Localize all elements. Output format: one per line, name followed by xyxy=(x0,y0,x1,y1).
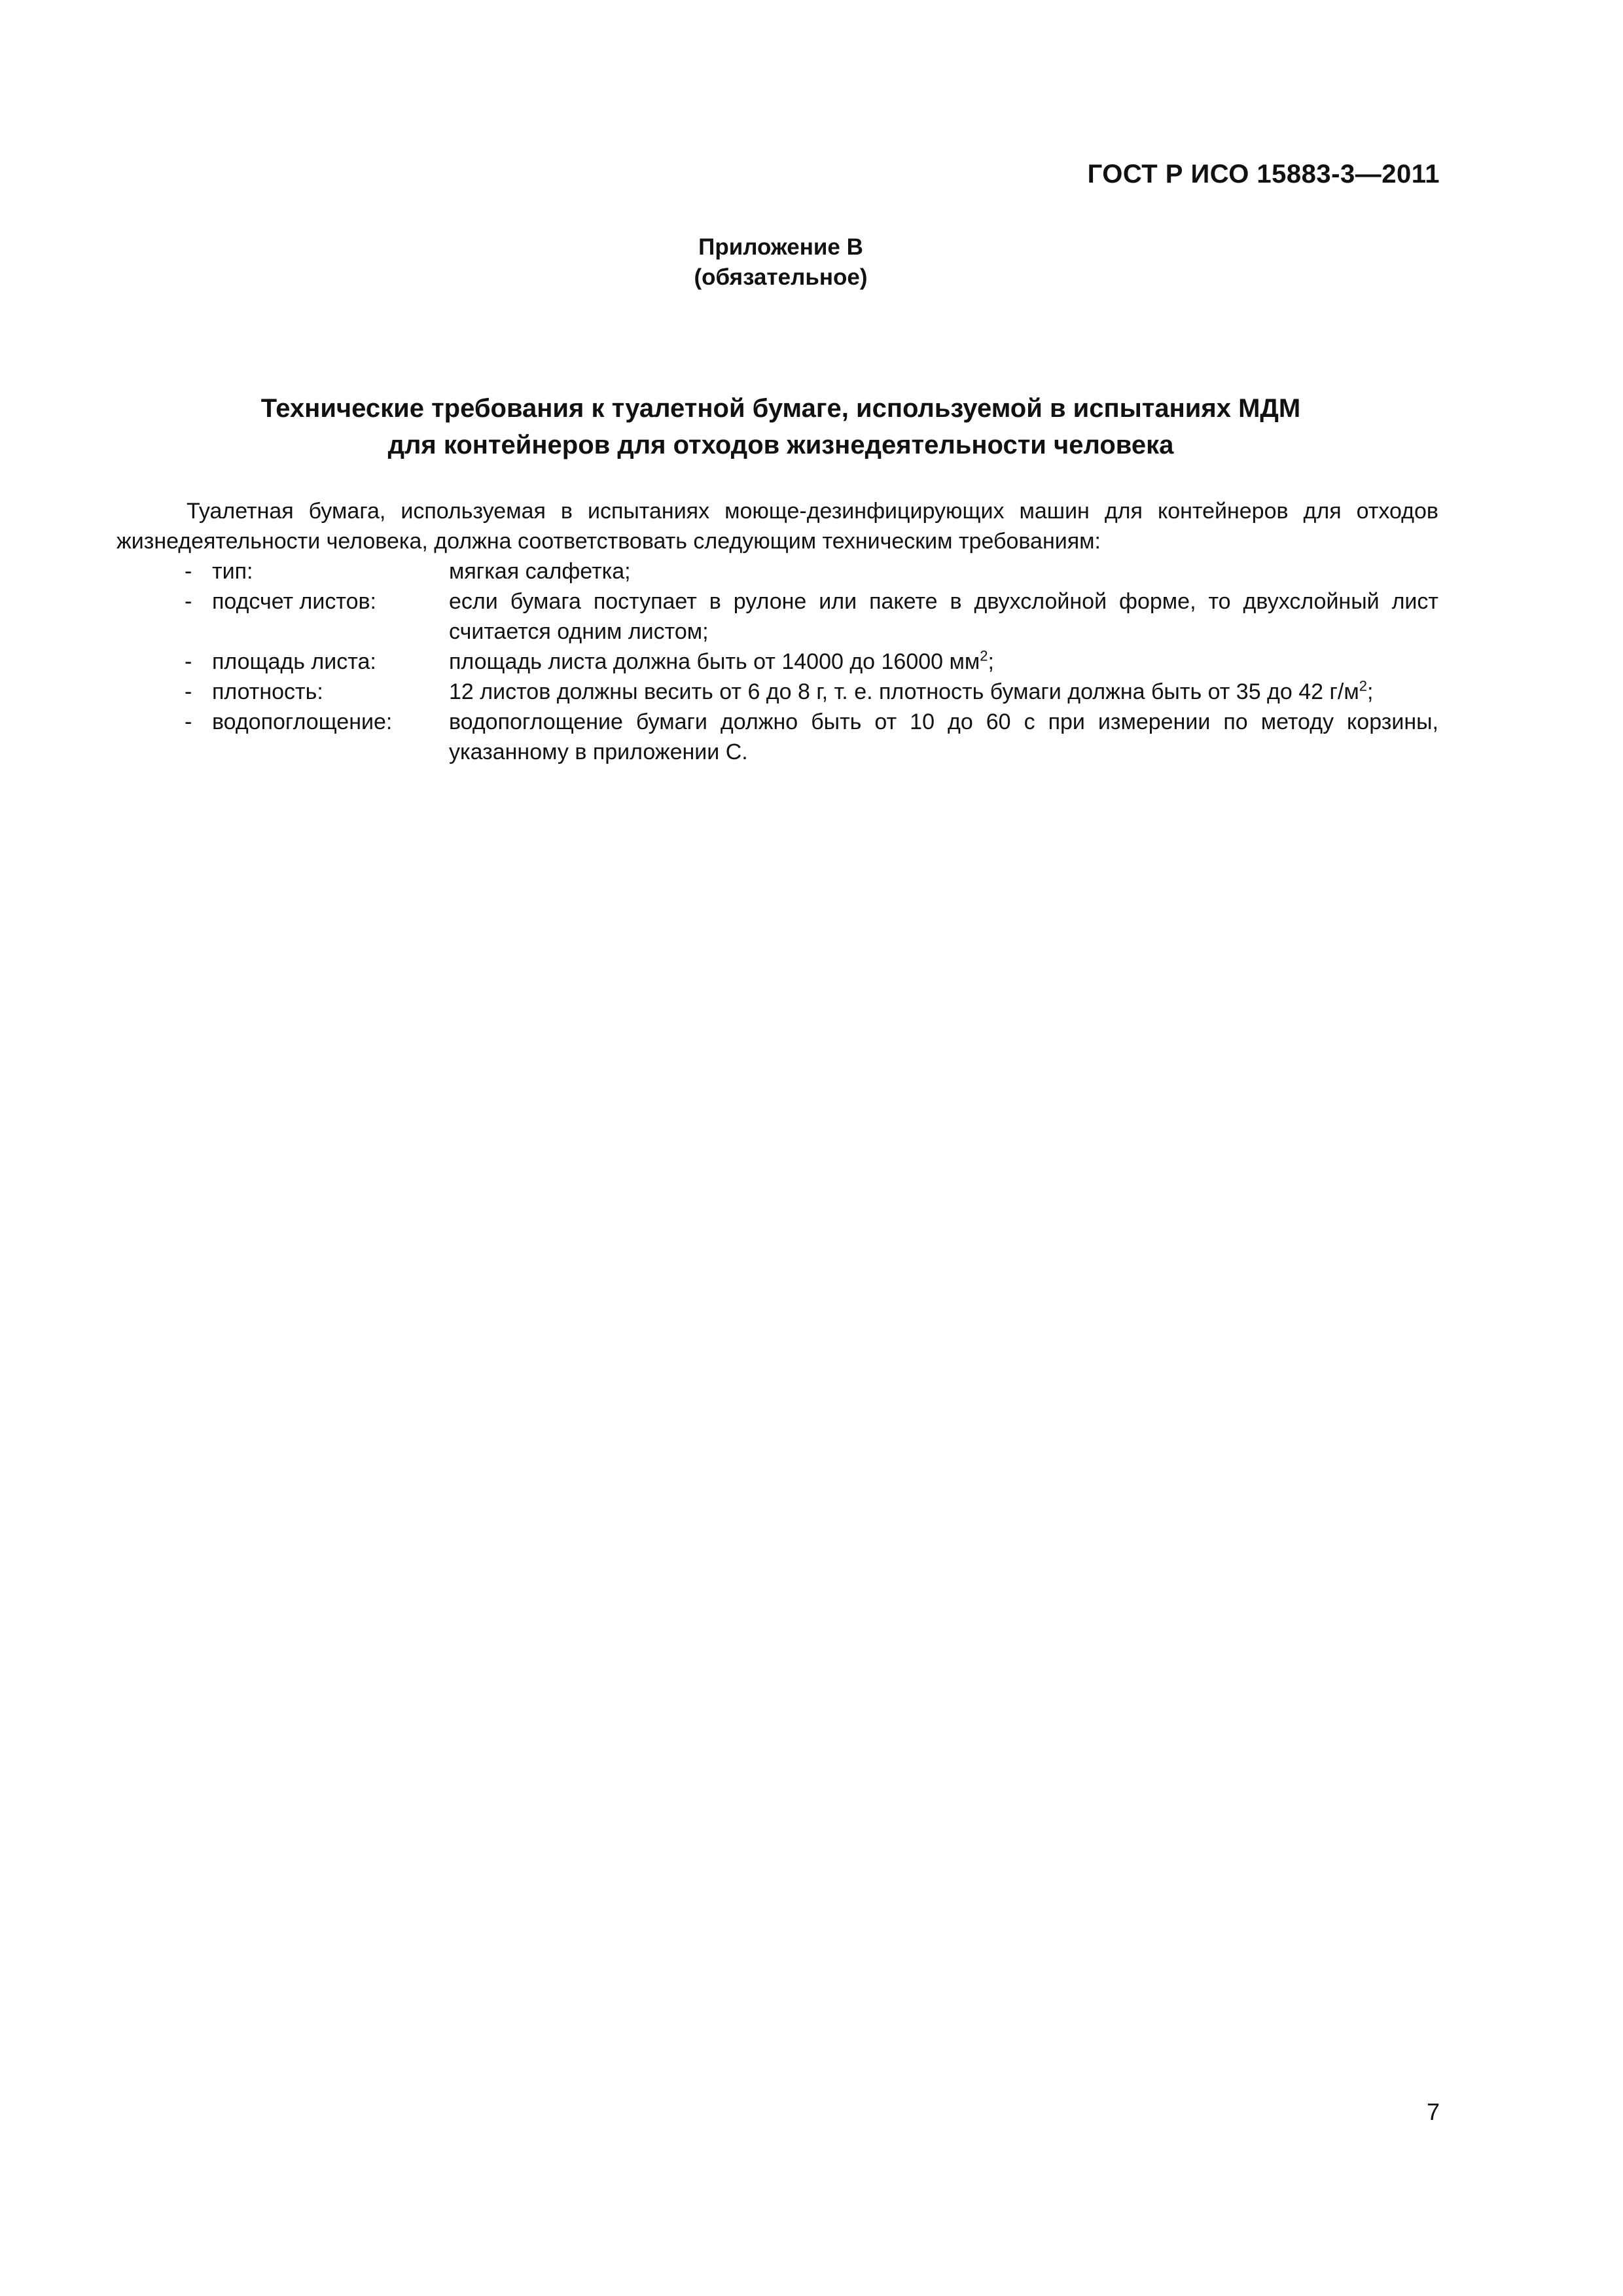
requirement-value-text: мягкая салфетка; xyxy=(449,559,631,584)
list-dash: - xyxy=(185,589,192,614)
requirement-sheet-area xyxy=(116,647,1438,677)
document-code: ГОСТ Р ИСО 15883-3—2011 xyxy=(1087,160,1440,188)
appendix-heading xyxy=(0,232,1561,293)
requirement-type xyxy=(116,556,1438,586)
intro-paragraph: Туалетная бумага, используемая в испытаниях моюще-дезинфицирующих машин для контейнеров для отходов жизнедеятельности человека, должна соответствовать следующим техническим требованиям: xyxy=(116,499,1438,554)
requirement-value-suffix: ; xyxy=(1366,679,1374,704)
requirement-value xyxy=(449,677,1438,707)
superscript-exponent: 2 xyxy=(1359,677,1367,694)
intro-paragraph-wrapper xyxy=(116,496,1438,556)
requirement-value xyxy=(449,707,1438,767)
list-dash: - xyxy=(185,709,192,734)
requirement-density xyxy=(116,677,1438,707)
document-body xyxy=(116,496,1438,767)
superscript-exponent: 2 xyxy=(980,647,988,664)
requirement-value-text: водопоглощение бумаги должно быть от 10 до 60 с при измерении по методу корзины, указанному в приложении С. xyxy=(449,709,1438,764)
requirement-term: подсчет листов: xyxy=(212,589,376,614)
requirement-value-text: площадь листа должна быть от 14000 до 16000 мм xyxy=(449,649,980,674)
requirements-list xyxy=(116,556,1438,767)
list-dash: - xyxy=(185,649,192,674)
page-number: 7 xyxy=(1426,2098,1440,2125)
section-title-line-2: для контейнеров для отходов жизнедеятельности человека xyxy=(387,431,1174,459)
requirement-value-text: если бумага поступает в рулоне или пакете в двухслойной форме, то двухслойный лист считается одним листом; xyxy=(449,589,1438,644)
requirement-value-suffix: ; xyxy=(988,649,994,674)
requirement-term: водопоглощение: xyxy=(212,709,393,734)
list-dash: - xyxy=(185,559,192,584)
requirement-sheet-count xyxy=(116,586,1438,647)
requirement-value-text: 12 листов должны весить от 6 до 8 г, т. е. плотность бумаги должна быть от 35 до 42 г/м xyxy=(449,679,1359,704)
list-dash: - xyxy=(185,679,192,704)
appendix-status: (обязательное) xyxy=(694,264,868,290)
requirement-value xyxy=(449,647,1438,677)
appendix-label: Приложение В xyxy=(698,234,863,260)
requirement-term: тип: xyxy=(212,559,253,584)
section-title xyxy=(0,390,1561,463)
requirement-water-absorption xyxy=(116,707,1438,767)
requirement-value xyxy=(449,556,1438,586)
requirement-term: площадь листа: xyxy=(212,649,376,674)
requirement-term: плотность: xyxy=(212,679,323,704)
section-title-line-1: Технические требования к туалетной бумаге, используемой в испытаниях МДМ xyxy=(260,394,1301,423)
requirement-value xyxy=(449,586,1438,647)
